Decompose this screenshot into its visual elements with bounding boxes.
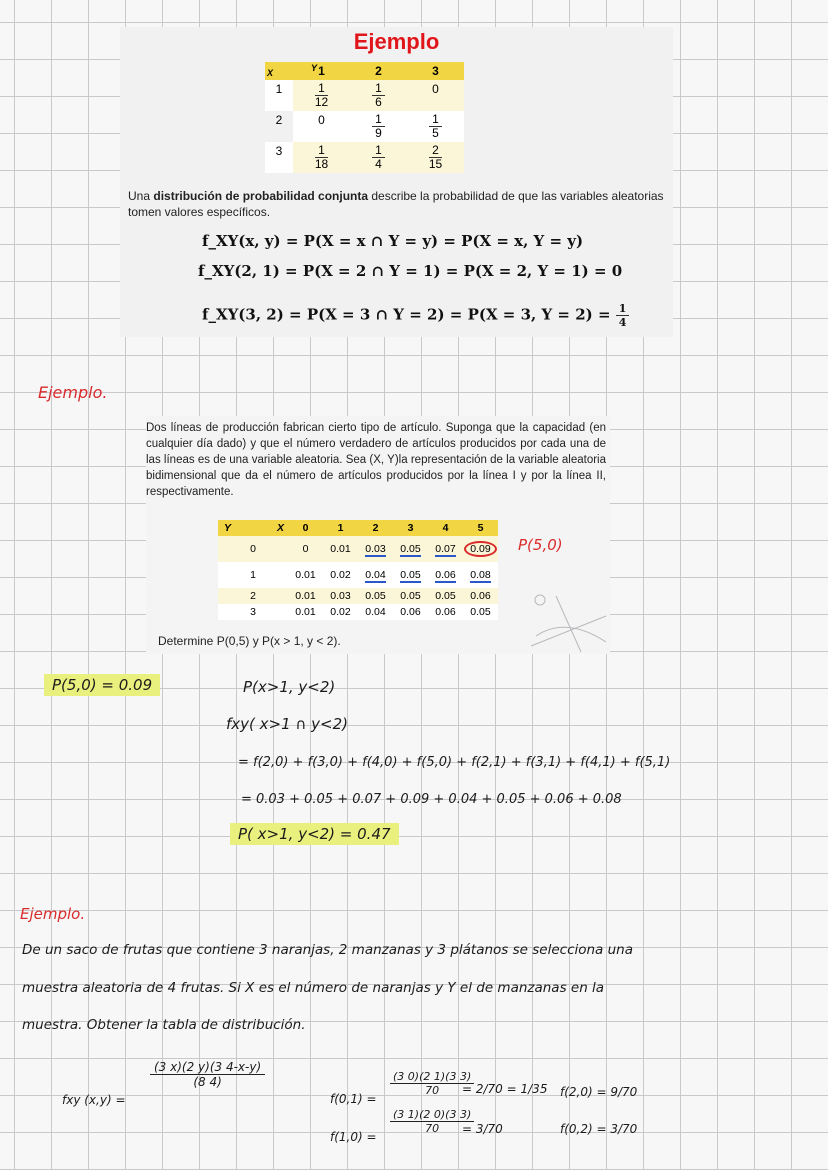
x-axis-label: X	[267, 68, 274, 78]
x-axis-label: X	[276, 522, 284, 534]
table-cell: 0	[288, 536, 323, 562]
table-cell: 0.05	[463, 604, 498, 620]
table-cell: 0.05	[393, 536, 428, 562]
y-axis-label: Y	[224, 522, 232, 534]
formula-result: = 2/70 = 1/35	[462, 1082, 548, 1096]
table-row	[265, 142, 464, 173]
table-cell: 0.01	[288, 604, 323, 620]
table-cell: 0.06	[428, 604, 463, 620]
formula-label: f(1,0) =	[330, 1130, 377, 1144]
col-header: 4	[428, 520, 463, 536]
row-label: 0	[218, 536, 288, 562]
table-cell: $\frac{1}{5}$	[407, 111, 464, 142]
problem-text: Dos líneas de producción fabrican cierto tipo de artículo. Suponga que la capacidad (en cualquier día dado) y que el número verdadero de artículos producidos por cada una de las líneas es de una variable aleatoria. Sea (X, Y)la representación de la variable aleatoria bidimensional que da el número de artículos producidos por la línea I y por la línea II, respectivamente.	[146, 422, 606, 498]
row-label: 2	[265, 111, 293, 142]
work-line: = f(2,0) + f(3,0) + f(4,0) + f(5,0) + f(2,1) + f(3,1) + f(4,1) + f(5,1)	[238, 755, 671, 770]
work-line: fxy( x>1 ∩ y<2)	[226, 715, 348, 733]
row-label: 2	[218, 588, 288, 604]
problem-line: De un saco de frutas que contiene 3 naranjas, 2 manzanas y 3 plátanos se selecciona una	[22, 942, 634, 958]
table-cell: $\frac{2}{15}$	[407, 142, 464, 173]
table-row	[265, 80, 464, 111]
table-cell: 0.04	[358, 604, 393, 620]
formula-label: f(0,1) =	[330, 1092, 377, 1106]
table-row	[218, 536, 498, 562]
table-cell: 0.08	[463, 562, 498, 588]
formula-result: f(0,2) = 3/70	[560, 1122, 638, 1136]
col-header: 2	[358, 520, 393, 536]
y-axis-label: Y	[311, 63, 318, 73]
table-cell: $\frac{1}{9}$	[350, 111, 407, 142]
circled-value: 0.09	[464, 541, 496, 557]
definition-card	[120, 27, 673, 337]
row-label: 1	[265, 80, 293, 111]
table-cell: 0	[293, 111, 350, 142]
table-cell: 0.05	[393, 588, 428, 604]
table-cell: $\frac{1}{12}$	[293, 80, 350, 111]
handwritten-annotation: P(5,0)	[518, 536, 563, 554]
table-cell: $\frac{1}{4}$	[350, 142, 407, 173]
problem-card	[146, 416, 610, 654]
table-row	[218, 562, 498, 588]
table-cell: 0.06	[463, 588, 498, 604]
table-header-row	[218, 520, 498, 536]
xy-corner-cell	[265, 62, 318, 80]
table-cell: 0.05	[358, 588, 393, 604]
table-cell: 0.07	[428, 536, 463, 562]
determine-prompt: Determine P(0,5) y P(x > 1, y < 2).	[158, 634, 341, 648]
table-row	[218, 604, 498, 620]
equation-general: f_XY(x, y) = P(X = x ∩ Y = y) = P(X = x, Y = y)	[202, 232, 584, 250]
col-header: 3	[393, 520, 428, 536]
row-label: 3	[265, 142, 293, 173]
table-cell: 0.02	[323, 562, 358, 588]
formula-label: fxy (x,y) =	[62, 1093, 126, 1107]
col-header: 1	[323, 520, 358, 536]
row-label: 3	[218, 604, 288, 620]
answer-highlight: P(5,0) = 0.09	[44, 676, 160, 694]
table-cell	[463, 536, 498, 562]
table-cell: 0.01	[288, 588, 323, 604]
work-line: P(x>1, y<2)	[243, 678, 336, 696]
col-header: 1	[293, 62, 350, 80]
formula-fraction: (3 0)(2 1)(3 3) 70	[390, 1070, 474, 1097]
row-label: 1	[218, 562, 288, 588]
decorative-sketch	[526, 586, 610, 654]
table-row	[265, 111, 464, 142]
table-header-row	[265, 62, 464, 80]
col-header: 5	[463, 520, 498, 536]
equation-example-2: f_XY(3, 2) = P(X = 3 ∩ Y = 2) = P(X = 3, Y = 2) = $\frac{1}{4}$	[202, 302, 629, 329]
table-cell: 0	[407, 80, 464, 111]
table-cell: 0.01	[288, 562, 323, 588]
corner-cell	[218, 520, 288, 536]
formula-result: f(2,0) = 9/70	[560, 1085, 638, 1099]
definition-text: Una distribución de probabilidad conjunta describe la probabilidad de que las variables aleatorias tomen valores específicos.	[128, 189, 664, 219]
joint-probability-table	[265, 62, 464, 173]
table-cell: 0.04	[358, 562, 393, 588]
production-table	[218, 520, 498, 620]
col-header: 3	[407, 62, 464, 80]
table-cell: $\frac{1}{18}$	[293, 142, 350, 173]
table-cell: 0.05	[393, 562, 428, 588]
table-cell: 0.03	[323, 588, 358, 604]
col-header: 0	[288, 520, 323, 536]
table-row	[218, 588, 498, 604]
table-cell: 0.06	[393, 604, 428, 620]
work-line: = 0.03 + 0.05 + 0.07 + 0.09 + 0.04 + 0.05 + 0.06 + 0.08	[241, 792, 622, 807]
handwritten-heading: Ejemplo.	[38, 383, 108, 402]
formula-result: = 3/70	[462, 1122, 503, 1136]
formula-fraction: (3 1)(2 0)(3 3) 70	[390, 1108, 474, 1135]
table-cell: 0.03	[358, 536, 393, 562]
problem-line: muestra aleatoria de 4 frutas. Si X es el número de naranjas y Y el de manzanas en la	[22, 980, 605, 996]
table-cell: 0.01	[323, 536, 358, 562]
table-cell: $\frac{1}{6}$	[350, 80, 407, 111]
problem-line: muestra. Obtener la tabla de distribución.	[22, 1017, 306, 1033]
table-cell: 0.02	[323, 604, 358, 620]
card-title: Ejemplo	[353, 29, 440, 54]
result-highlight: P( x>1, y<2) = 0.47	[230, 825, 399, 843]
col-header: 2	[350, 62, 407, 80]
equation-example-1: f_XY(2, 1) = P(X = 2 ∩ Y = 1) = P(X = 2, Y = 1) = 0	[198, 262, 623, 280]
formula-fraction: (3 x)(2 y)(3 4-x-y) (8 4)	[150, 1060, 265, 1089]
table-cell: 0.06	[428, 562, 463, 588]
handwritten-heading: Ejemplo.	[20, 905, 86, 923]
table-cell: 0.05	[428, 588, 463, 604]
